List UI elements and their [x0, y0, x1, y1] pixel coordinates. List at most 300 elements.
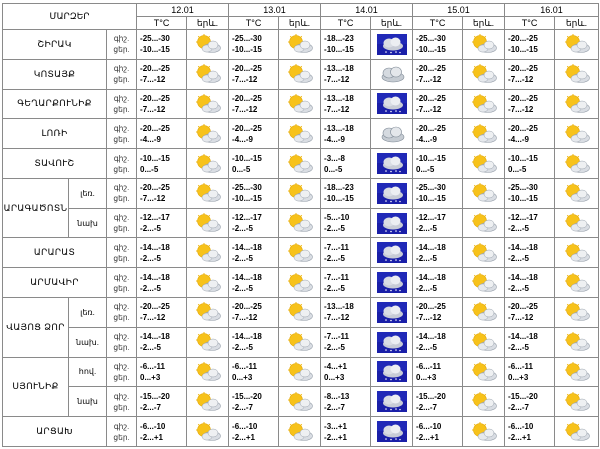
region-row [3, 357, 599, 387]
snow-cloud-icon [371, 391, 412, 412]
temperature-cell [137, 238, 187, 268]
temperature-header: T°C [229, 17, 279, 30]
snow-cloud-icon [371, 242, 412, 263]
day-temp: -10...-15 [140, 45, 170, 55]
partly-cloudy-icon [463, 422, 504, 442]
temperature-cell [229, 119, 279, 149]
weather-cell [371, 119, 413, 149]
night-temp: -13...-18 [324, 123, 354, 133]
partly-cloudy-icon [463, 243, 504, 263]
day-temp: -2...-5 [508, 343, 529, 353]
night-temp: -20...-25 [416, 64, 446, 74]
region-row [3, 417, 599, 447]
partly-cloudy-icon [187, 273, 228, 293]
region-name [3, 298, 69, 358]
night-temp: -12...-17 [140, 213, 170, 223]
day-temp: -7...-12 [324, 104, 350, 114]
partly-cloudy-icon [555, 273, 598, 293]
weather-cell [463, 327, 505, 357]
day-temp: -4...-9 [416, 134, 437, 144]
day-temp: -2...-5 [140, 343, 161, 353]
snow-cloud-icon [371, 93, 412, 114]
weather-cell [555, 387, 599, 417]
weather-cell [371, 417, 413, 447]
time-labels [107, 327, 137, 357]
night-temp: -20...-25 [140, 93, 170, 103]
partly-cloudy-icon [463, 154, 504, 174]
time-labels [107, 268, 137, 298]
day-label: ցեր. [113, 224, 130, 234]
weather-cell [187, 357, 229, 387]
temperature-cell [413, 417, 463, 447]
night-temp: -14...-18 [416, 272, 446, 282]
night-temp: -14...-18 [140, 242, 170, 252]
weather-cell [555, 89, 599, 119]
night-temp: -10...-15 [416, 153, 446, 163]
night-temp: -13...-18 [324, 93, 354, 103]
region-name [3, 30, 107, 60]
region-label: ԱՐՄԱՎԻՐ [30, 277, 79, 288]
temperature-cell [137, 268, 187, 298]
temperature-cell [321, 89, 371, 119]
snow-cloud-icon [371, 272, 412, 293]
snow-cloud-icon [371, 302, 412, 323]
night-temp: -6...-11 [232, 361, 257, 371]
partly-cloudy-icon [279, 64, 320, 84]
partly-cloudy-icon [463, 213, 504, 233]
partly-cloudy-icon [463, 273, 504, 293]
region-row [3, 327, 599, 357]
day-temp: -7...-12 [508, 75, 534, 85]
day-temp: -10...-15 [232, 194, 262, 204]
partly-cloudy-icon [463, 124, 504, 144]
partly-cloudy-icon [187, 64, 228, 84]
temperature-cell [321, 119, 371, 149]
time-labels [107, 59, 137, 89]
temperature-cell [413, 387, 463, 417]
day-temp: -2...-5 [140, 253, 161, 263]
day-temp: -2...-5 [140, 224, 161, 234]
temperature-cell [137, 387, 187, 417]
weather-cell [187, 417, 229, 447]
region-name [3, 178, 69, 238]
weather-cell [187, 89, 229, 119]
weather-cell [463, 59, 505, 89]
day-temp: -2...-5 [508, 253, 529, 263]
day-temp: -2...+1 [232, 432, 255, 442]
partly-cloudy-icon [187, 302, 228, 322]
night-temp: -6...-11 [508, 361, 533, 371]
day-temp: -7...-12 [232, 104, 258, 114]
partly-cloudy-icon [279, 362, 320, 382]
day-temp: 0...-5 [416, 164, 435, 174]
day-temp: -2...-5 [324, 224, 345, 234]
time-labels [107, 89, 137, 119]
partly-cloudy-icon [463, 362, 504, 382]
weather-cell [555, 327, 599, 357]
region-name [3, 89, 107, 119]
partly-cloudy-icon [187, 392, 228, 412]
night-temp: -13...-18 [324, 64, 354, 74]
day-temp: -7...-12 [232, 313, 258, 323]
temperature-cell [321, 30, 371, 60]
day-label: ցեր. [113, 134, 130, 144]
subregion-label: նախ. [69, 327, 107, 357]
region-row [3, 208, 599, 238]
weather-cell [555, 268, 599, 298]
region-row [3, 238, 599, 268]
weather-cell [279, 238, 321, 268]
day-temp: -7...-12 [140, 104, 166, 114]
temperature-cell [505, 238, 555, 268]
weather-cell [187, 119, 229, 149]
partly-cloudy-icon [187, 124, 228, 144]
temperature-cell [321, 178, 371, 208]
night-temp: -3...-8 [324, 153, 345, 163]
night-label: գիշ. [113, 183, 130, 193]
partly-cloudy-icon [463, 332, 504, 352]
partly-cloudy-icon [187, 213, 228, 233]
night-temp: -14...-18 [508, 272, 538, 282]
night-temp: -20...-25 [416, 302, 446, 312]
day-temp: -4...-9 [324, 134, 345, 144]
day-temp: -10...-15 [416, 45, 446, 55]
temperature-cell [321, 59, 371, 89]
date-header: 13.01 [229, 4, 321, 17]
temperature-cell [505, 208, 555, 238]
weather-cell [279, 89, 321, 119]
night-temp: -3...+1 [324, 421, 347, 431]
time-labels [107, 417, 137, 447]
partly-cloudy-icon [279, 124, 320, 144]
temperature-cell [229, 417, 279, 447]
night-label: գիշ. [113, 272, 130, 282]
partly-cloudy-icon [555, 154, 598, 174]
night-temp: -20...-25 [508, 64, 538, 74]
night-temp: -8...-13 [324, 391, 350, 401]
partly-cloudy-icon [555, 64, 598, 84]
snow-cloud-icon [371, 213, 412, 234]
partly-cloudy-icon [555, 392, 598, 412]
weather-cell [463, 387, 505, 417]
temperature-cell [413, 298, 463, 328]
night-temp: -6...-11 [140, 361, 165, 371]
partly-cloudy-icon [187, 362, 228, 382]
day-temp: -2...+1 [324, 432, 347, 442]
weather-cell [187, 30, 229, 60]
day-temp: -2...-7 [140, 402, 161, 412]
night-temp: -7...-11 [324, 242, 349, 252]
region-name [3, 417, 107, 447]
partly-cloudy-icon [279, 392, 320, 412]
weather-cell [463, 89, 505, 119]
weather-cell [279, 149, 321, 179]
weather-cell [555, 119, 599, 149]
partly-cloudy-icon [555, 213, 598, 233]
night-label: գիշ. [113, 34, 130, 44]
temperature-cell [137, 327, 187, 357]
day-label: ցեր. [113, 45, 130, 55]
region-row [3, 119, 599, 149]
time-labels [107, 387, 137, 417]
weather-cell [279, 357, 321, 387]
temperature-cell [413, 178, 463, 208]
sky-header: երև. [371, 17, 413, 30]
night-temp: -20...-25 [140, 64, 170, 74]
weather-cell [187, 298, 229, 328]
day-temp: -2...+1 [140, 432, 163, 442]
weather-cell [371, 298, 413, 328]
night-label: գիշ. [113, 332, 130, 342]
region-label: ԱՐԱՐԱՏ [33, 247, 76, 258]
region-name [3, 238, 107, 268]
partly-cloudy-icon [555, 124, 598, 144]
date-header: 16.01 [505, 4, 599, 17]
subregion-label: լեռ. [69, 178, 107, 208]
night-temp: -12...-17 [232, 213, 262, 223]
night-temp: -10...-15 [140, 153, 170, 163]
night-temp: -25...-30 [232, 183, 262, 193]
temperature-cell [229, 208, 279, 238]
day-temp: -7...-12 [416, 313, 442, 323]
partly-cloudy-icon [279, 243, 320, 263]
weather-cell [187, 268, 229, 298]
temperature-cell [505, 357, 555, 387]
day-temp: -2...-5 [324, 253, 345, 263]
temperature-cell [229, 298, 279, 328]
time-labels [107, 149, 137, 179]
weather-cell [187, 59, 229, 89]
day-temp: -4...-9 [232, 134, 253, 144]
weather-cell [371, 59, 413, 89]
day-temp: 0...+3 [324, 372, 345, 382]
temperature-cell [229, 59, 279, 89]
temperature-cell [413, 238, 463, 268]
day-temp: 0...+3 [232, 372, 253, 382]
temperature-cell [505, 149, 555, 179]
night-label: գիշ. [113, 361, 130, 371]
day-temp: -2...+1 [416, 432, 439, 442]
region-row [3, 268, 599, 298]
region-label: ԿՈՏԱՅՔ [33, 68, 76, 79]
weather-cell [371, 357, 413, 387]
night-temp: -4...+1 [324, 361, 347, 371]
day-temp: -7...-12 [324, 75, 350, 85]
temperature-cell [321, 417, 371, 447]
day-temp: -2...-5 [416, 224, 437, 234]
weather-cell [371, 178, 413, 208]
temperature-cell [137, 59, 187, 89]
date-header-row [3, 4, 599, 17]
time-labels [107, 357, 137, 387]
night-temp: -10...-15 [508, 153, 538, 163]
temperature-cell [137, 119, 187, 149]
day-temp: -10...-15 [508, 194, 538, 204]
night-temp: -20...-25 [140, 183, 170, 193]
day-temp: -7...-12 [140, 194, 166, 204]
weather-cell [463, 149, 505, 179]
temperature-cell [505, 59, 555, 89]
day-temp: -7...-12 [416, 104, 442, 114]
partly-cloudy-icon [187, 183, 228, 203]
region-name [3, 357, 69, 417]
weather-cell [555, 208, 599, 238]
regions-header: ՄԱՐԶԵՐ [3, 4, 137, 30]
partly-cloudy-icon [187, 94, 228, 114]
day-temp: -2...-7 [508, 402, 529, 412]
day-temp: 0...+3 [140, 372, 161, 382]
night-label: գիշ. [113, 302, 130, 312]
night-temp: -10...-15 [232, 153, 262, 163]
day-temp: -2...-5 [508, 283, 529, 293]
temperature-cell [229, 357, 279, 387]
partly-cloudy-icon [187, 34, 228, 54]
date-header: 12.01 [137, 4, 229, 17]
weather-cell [555, 178, 599, 208]
subregion-label: նախ [69, 208, 107, 238]
day-label: ցեր. [113, 313, 130, 323]
sky-header: երև. [279, 17, 321, 30]
night-temp: -14...-18 [508, 332, 538, 342]
day-temp: -2...-7 [416, 402, 437, 412]
partly-cloudy-icon [463, 34, 504, 54]
day-temp: 0...+3 [508, 372, 529, 382]
region-label: ԱՐՑԱԽ [36, 426, 73, 437]
region-label: ՎԱՅՈՑ ՁՈՐ [6, 321, 65, 332]
region-row [3, 149, 599, 179]
night-temp: -6...-11 [416, 361, 441, 371]
partly-cloudy-icon [187, 243, 228, 263]
region-name [3, 119, 107, 149]
partly-cloudy-icon [555, 422, 598, 442]
temperature-header: T°C [413, 17, 463, 30]
cloud-icon [371, 64, 412, 84]
night-temp: -15...-20 [508, 391, 538, 401]
weather-cell [279, 387, 321, 417]
day-temp: -10...-15 [232, 45, 262, 55]
night-temp: -6...-10 [140, 421, 166, 431]
partly-cloudy-icon [555, 94, 598, 114]
day-temp: -2...-5 [324, 343, 345, 353]
time-labels [107, 208, 137, 238]
day-label: ցեր. [113, 343, 130, 353]
weather-cell [555, 149, 599, 179]
partly-cloudy-icon [555, 183, 598, 203]
temperature-cell [413, 327, 463, 357]
day-temp: -2...-5 [416, 343, 437, 353]
temperature-cell [321, 238, 371, 268]
sky-header: երև. [187, 17, 229, 30]
partly-cloudy-icon [463, 392, 504, 412]
temperature-cell [137, 89, 187, 119]
weather-cell [463, 417, 505, 447]
night-temp: -6...-10 [232, 421, 258, 431]
night-temp: -20...-25 [232, 93, 262, 103]
day-temp: -10...-15 [508, 45, 538, 55]
night-temp: -18...-23 [324, 34, 354, 44]
weather-cell [279, 298, 321, 328]
weather-cell [463, 119, 505, 149]
weather-cell [463, 268, 505, 298]
partly-cloudy-icon [279, 273, 320, 293]
day-label: ցեր. [113, 283, 130, 293]
day-temp: -2...-5 [232, 253, 253, 263]
night-temp: -25...-30 [140, 34, 170, 44]
weather-cell [279, 119, 321, 149]
night-label: գիշ. [113, 421, 130, 431]
weather-cell [279, 268, 321, 298]
night-temp: -20...-25 [232, 302, 262, 312]
weather-cell [187, 178, 229, 208]
temperature-cell [505, 89, 555, 119]
partly-cloudy-icon [463, 64, 504, 84]
partly-cloudy-icon [187, 332, 228, 352]
partly-cloudy-icon [279, 183, 320, 203]
night-label: գիշ. [113, 153, 130, 163]
day-label: ցեր. [113, 402, 130, 412]
day-temp: -2...-5 [416, 283, 437, 293]
temperature-cell [229, 268, 279, 298]
snow-cloud-icon [371, 34, 412, 55]
temperature-cell [505, 417, 555, 447]
weather-cell [187, 149, 229, 179]
weather-cell [463, 357, 505, 387]
weather-cell [279, 178, 321, 208]
snow-cloud-icon [371, 183, 412, 204]
temperature-cell [137, 149, 187, 179]
region-label: ՏԱՎՈՒՇ [34, 158, 75, 169]
region-row [3, 387, 599, 417]
weather-cell [187, 387, 229, 417]
region-row [3, 59, 599, 89]
subregion-label: լեռ. [69, 298, 107, 328]
subregion-label: նախ [69, 387, 107, 417]
weather-cell [187, 327, 229, 357]
night-temp: -14...-18 [416, 242, 446, 252]
night-temp: -20...-25 [140, 123, 170, 133]
day-temp: -7...-12 [416, 75, 442, 85]
weather-cell [463, 238, 505, 268]
partly-cloudy-icon [279, 422, 320, 442]
time-labels [107, 119, 137, 149]
temperature-cell [137, 208, 187, 238]
region-label: ԼՈՌԻ [41, 128, 68, 139]
night-temp: -6...-10 [508, 421, 534, 431]
partly-cloudy-icon [555, 362, 598, 382]
temperature-cell [137, 357, 187, 387]
temperature-cell [413, 119, 463, 149]
night-label: գիշ. [113, 93, 130, 103]
weather-cell [463, 208, 505, 238]
region-row [3, 298, 599, 328]
night-temp: -20...-25 [508, 34, 538, 44]
region-label: ԱՐԱԳԱԾՈՏՆ [3, 202, 68, 213]
region-name [3, 149, 107, 179]
temperature-cell [505, 119, 555, 149]
night-temp: -20...-25 [508, 302, 538, 312]
night-temp: -20...-25 [232, 64, 262, 74]
sky-header: երև. [463, 17, 505, 30]
day-temp: -2...-5 [416, 253, 437, 263]
partly-cloudy-icon [279, 213, 320, 233]
night-temp: -13...-18 [324, 302, 354, 312]
temperature-cell [229, 178, 279, 208]
night-label: գիշ. [113, 213, 130, 223]
temperature-cell [505, 387, 555, 417]
day-temp: -2...-5 [232, 283, 253, 293]
temperature-cell [229, 327, 279, 357]
night-temp: -20...-25 [508, 123, 538, 133]
